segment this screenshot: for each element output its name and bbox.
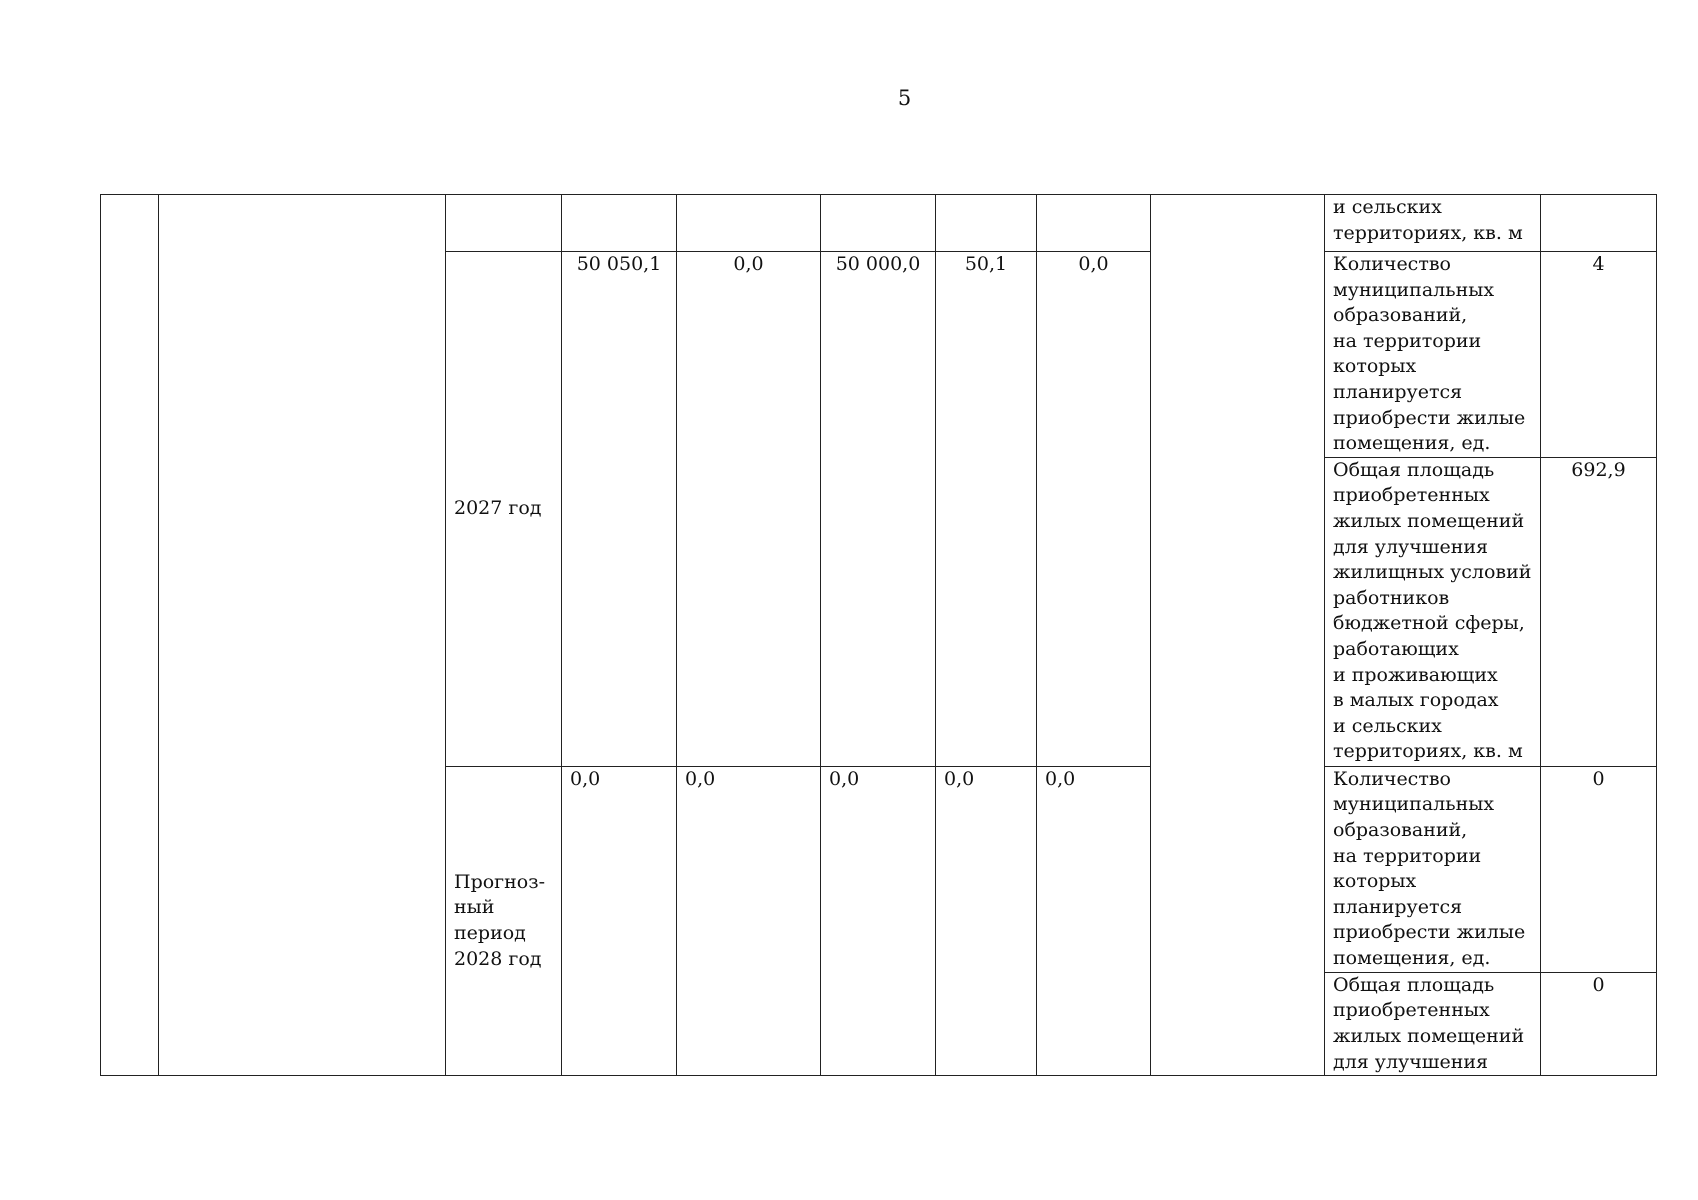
local-cell — [936, 195, 1037, 252]
indicator-cell: Общая площадь приобретенных жилых помещений для улучшения жилищных условий работников бюджетной сферы, работающих и проживающих в малых городах и сельских территориях, кв. м — [1325, 457, 1541, 766]
index-cell — [101, 195, 159, 1076]
total-cell: 0,0 — [562, 766, 677, 1075]
indicator-value-cell: 692,9 — [1541, 457, 1657, 766]
other-cell: 0,0 — [1037, 766, 1151, 1075]
indicator-cell: Количество муниципальных образований, на территории которых планируется приобрести жилые помещения, ед. — [1325, 252, 1541, 458]
other-cell — [1037, 195, 1151, 252]
local-cell: 50,1 — [936, 252, 1037, 767]
federal-cell: 0,0 — [677, 252, 821, 767]
name-cell — [159, 195, 446, 1076]
indicator-value-cell: 0 — [1541, 972, 1657, 1075]
local-cell: 0,0 — [936, 766, 1037, 1075]
page-number: 5 — [897, 86, 912, 110]
total-cell — [562, 195, 677, 252]
federal-cell: 0,0 — [677, 766, 821, 1075]
regional-cell: 0,0 — [821, 766, 936, 1075]
indicator-value-cell — [1541, 195, 1657, 252]
indicator-cell: Количество муниципальных образований, на территории которых планируется приобрести жилые помещения, ед. — [1325, 766, 1541, 972]
indicator-value-cell: 0 — [1541, 766, 1657, 972]
table-row — [101, 195, 1657, 252]
indicator-value-cell: 4 — [1541, 252, 1657, 458]
period-cell: 2027 год — [446, 252, 562, 767]
program-table — [100, 194, 1657, 1076]
federal-cell — [677, 195, 821, 252]
executor-cell — [1151, 195, 1325, 1076]
indicator-cell: Общая площадь приобретенных жилых помещений для улучшения — [1325, 972, 1541, 1075]
regional-cell: 50 000,0 — [821, 252, 936, 767]
regional-cell — [821, 195, 936, 252]
period-cell: Прогноз- ный период 2028 год — [446, 766, 562, 1075]
other-cell: 0,0 — [1037, 252, 1151, 767]
total-cell: 50 050,1 — [562, 252, 677, 767]
indicator-cell: и сельских территориях, кв. м — [1325, 195, 1541, 252]
period-cell — [446, 195, 562, 252]
